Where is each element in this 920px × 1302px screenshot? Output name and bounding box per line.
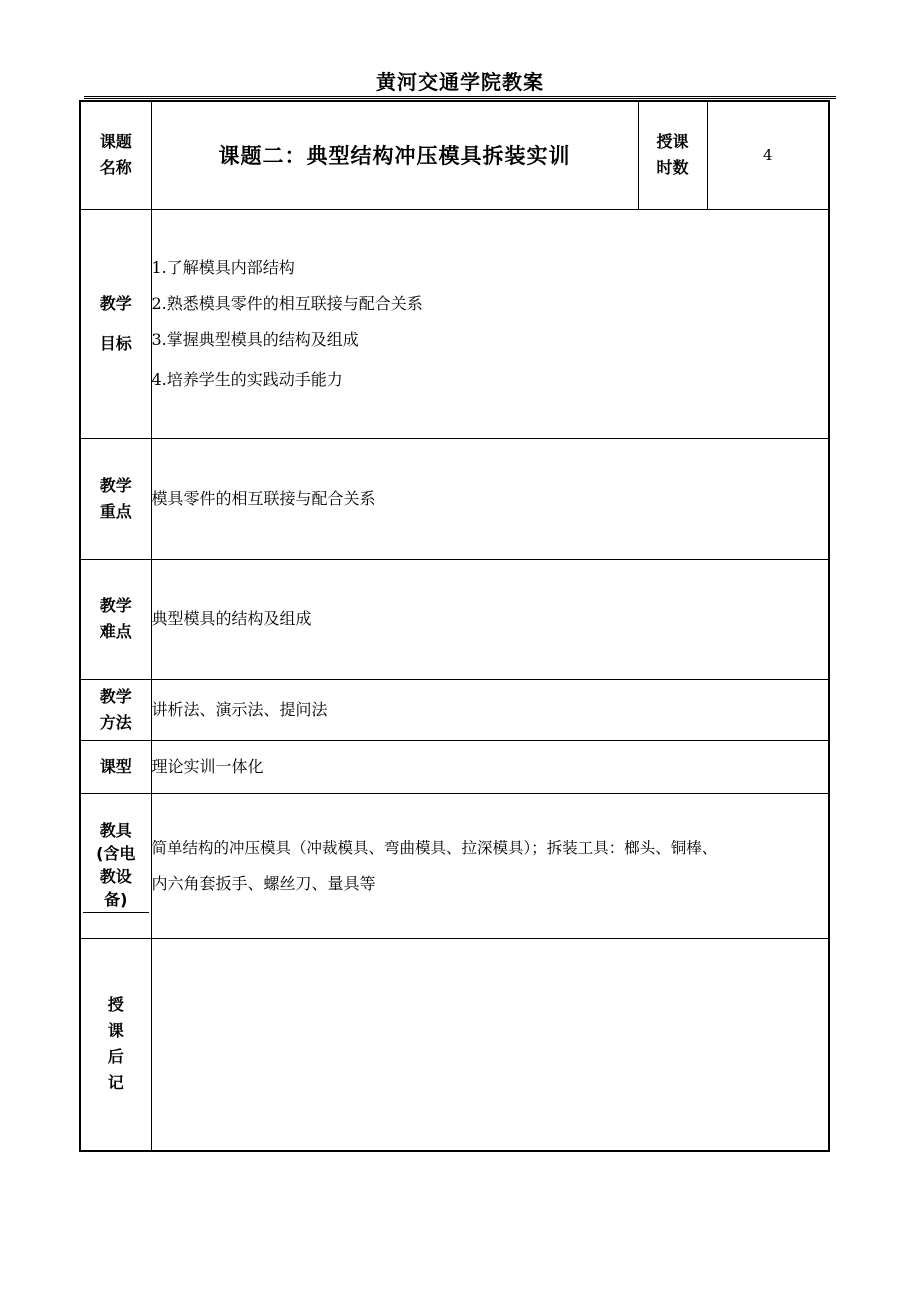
- notes-label-char: 课: [107, 1021, 124, 1041]
- notes-label-char: 后: [107, 1047, 124, 1067]
- goals-label-line2: 目标: [99, 333, 132, 353]
- lesson-plan-table: [79, 100, 830, 1152]
- document-title: 黄河交通学院教案: [376, 70, 544, 94]
- focus-row: [80, 438, 829, 559]
- notes-row: [80, 938, 829, 1151]
- topic-label-line2: 名称: [99, 158, 132, 178]
- notes-label-char: 记: [107, 1073, 124, 1093]
- equipment-label-cell: [80, 793, 151, 938]
- difficulty-value: 典型模具的结构及组成: [151, 559, 829, 679]
- focus-label-line1: 教学: [99, 475, 132, 495]
- difficulty-label-line1: 教学: [99, 596, 132, 615]
- notes-label-char: 授: [107, 995, 124, 1015]
- focus-label-cell: [80, 438, 151, 559]
- topic-label-cell: [80, 101, 151, 209]
- type-value: 理论实训一体化: [151, 740, 829, 793]
- equipment-label-line2: (含电: [96, 843, 136, 863]
- goals-list: [151, 209, 829, 438]
- equipment-label-line4: 备): [104, 889, 128, 909]
- equipment-value-line2: 内六角套扳手、螺丝刀、量具等: [151, 873, 376, 893]
- method-label-line1: 教学: [99, 686, 132, 706]
- type-row: [80, 740, 829, 793]
- goals-row: [80, 209, 829, 438]
- goal-item: 2.熟悉模具零件的相互联接与配合关系: [151, 293, 423, 313]
- hours-label-line2: 时数: [656, 158, 689, 178]
- goal-item: 3.掌握典型模具的结构及组成: [151, 329, 359, 349]
- difficulty-label-line2: 难点: [99, 622, 132, 641]
- method-value: 讲析法、演示法、提问法: [151, 679, 829, 740]
- type-label: 课型: [80, 740, 151, 793]
- focus-value: 模具零件的相互联接与配合关系: [151, 438, 829, 559]
- notes-value[interactable]: [151, 938, 829, 1151]
- notes-label-cell: [80, 938, 151, 1151]
- hours-value: 4: [707, 101, 829, 209]
- goals-label-line1: 教学: [99, 293, 132, 313]
- goal-item: 4.培养学生的实践动手能力: [151, 369, 343, 389]
- equipment-row: [80, 793, 829, 938]
- equipment-label-line3: 教设: [99, 866, 132, 886]
- focus-label-line2: 重点: [99, 501, 132, 521]
- goal-item: 1.了解模具内部结构: [151, 257, 295, 277]
- method-row: [80, 679, 829, 740]
- title-underline: [84, 96, 836, 99]
- equipment-label-line1: 教具: [99, 820, 132, 840]
- equipment-value: [151, 793, 829, 938]
- difficulty-label-cell: [80, 559, 151, 679]
- equipment-value-line1: 简单结构的冲压模具（冲裁模具、弯曲模具、拉深模具）；拆装工具：榔头、铜棒、: [151, 838, 718, 857]
- equipment-label: [83, 819, 149, 913]
- hours-label-line1: 授课: [656, 132, 689, 152]
- difficulty-row: [80, 559, 829, 679]
- method-label-line2: 方法: [99, 712, 132, 732]
- goals-label-cell: [80, 209, 151, 438]
- topic-value: 课题二：典型结构冲压模具拆装实训: [151, 101, 638, 209]
- topic-label-line1: 课题: [99, 132, 132, 152]
- topic-row: [80, 101, 829, 209]
- method-label-cell: [80, 679, 151, 740]
- hours-label-cell: [638, 101, 707, 209]
